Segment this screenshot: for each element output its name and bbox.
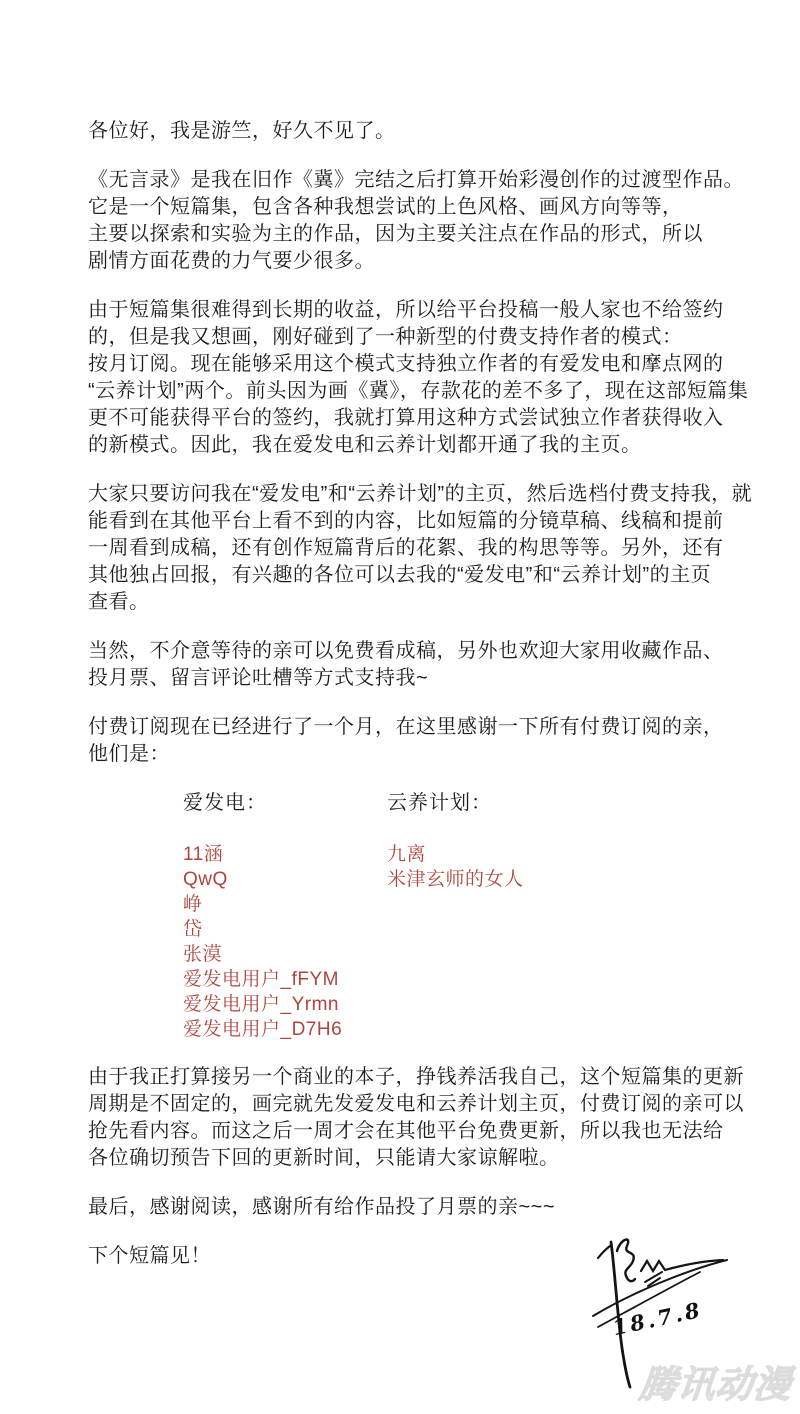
yunyang-column bbox=[387, 790, 764, 1042]
letter-line: 周期是不固定的，画完就先发爱发电和云养计划主页，付费订阅的亲可以 bbox=[88, 1093, 744, 1115]
letter-line: 剧情方面花费的力气要少很多。 bbox=[88, 250, 375, 272]
letter-line: 各位好，我是游竺，好久不见了。 bbox=[88, 120, 396, 142]
letter-line: 的新模式。因此，我在爱发电和云养计划都开通了我的主页。 bbox=[88, 434, 642, 456]
letter-line: 其他独占回报，有兴趣的各位可以去我的“爱发电”和“云养计划”的主页 bbox=[88, 564, 712, 586]
supporter-name: 九离 bbox=[387, 844, 427, 865]
supporter-name: 11涵 bbox=[183, 844, 224, 865]
letter-line: “云养计划”两个。前头因为画《冀》，存款花的差不多了，现在这部短篇集 bbox=[88, 380, 749, 402]
supporter-name: 爱发电用户_fFYM bbox=[183, 969, 339, 990]
letter-line: 由于短篇集很难得到长期的收益，所以给平台投稿一般人家也不给签约 bbox=[88, 299, 724, 321]
paragraph-update-schedule bbox=[88, 1064, 764, 1172]
supporter-name: QwQ bbox=[183, 869, 228, 890]
supporter-name: 张漠 bbox=[183, 944, 223, 965]
afdian-name-list bbox=[183, 842, 387, 1042]
supporter-name: 峥 bbox=[183, 894, 203, 915]
letter-line: 投月票、留言评论吐槽等方式支持我~ bbox=[88, 667, 429, 689]
letter-line: 各位确切预告下回的更新时间，只能请大家谅解啦。 bbox=[88, 1147, 560, 1169]
letter-line: 大家只要访问我在“爱发电”和“云养计划”的主页，然后选档付费支持我，就 bbox=[88, 483, 753, 505]
signature-date: 18.7.8 bbox=[610, 1296, 705, 1341]
letter-line: 最后，感谢阅读，感谢所有给作品投了月票的亲~~~ bbox=[88, 1196, 556, 1218]
supporter-name: 爱发电用户_Yrmn bbox=[183, 994, 339, 1015]
letter-line: 当然，不介意等待的亲可以免费看成稿，另外也欢迎大家用收藏作品、 bbox=[88, 640, 724, 662]
letter-line: 按月订阅。现在能够采用这个模式支持独立作者的有爱发电和摩点网的 bbox=[88, 353, 724, 375]
yunyang-header: 云养计划： bbox=[387, 792, 492, 814]
supporters-section bbox=[183, 790, 764, 1042]
greeting-line bbox=[88, 118, 764, 145]
supporter-name: 米津玄师的女人 bbox=[387, 869, 524, 890]
afdian-column bbox=[183, 790, 387, 1042]
paragraph-subscription-model bbox=[88, 297, 764, 459]
yunyang-name-list bbox=[387, 842, 764, 892]
thanks-line bbox=[88, 1194, 764, 1221]
supporter-name: 爱发电用户_D7H6 bbox=[183, 1019, 343, 1040]
letter-line: 付费订阅现在已经进行了一个月，在这里感谢一下所有付费订阅的亲， bbox=[88, 716, 724, 738]
letter-line: 查看。 bbox=[88, 591, 150, 613]
tencent-comics-watermark: 腾讯动漫 bbox=[637, 1364, 794, 1405]
paragraph-free-support bbox=[88, 638, 764, 692]
letter-line: 能看到在其他平台上看不到的内容，比如短篇的分镜草稿、线稿和提前 bbox=[88, 510, 724, 532]
letter-line: 《无言录》是我在旧作《冀》完结之后打算开始彩漫创作的过渡型作品。 bbox=[88, 169, 744, 191]
letter-line: 一周看到成稿，还有创作短篇背后的花絮、我的构思等等。另外，还有 bbox=[88, 537, 724, 559]
paragraph-benefits bbox=[88, 481, 764, 616]
paragraph-thank-subscribers bbox=[88, 714, 764, 768]
letter-line: 下个短篇见！ bbox=[88, 1245, 211, 1267]
paragraph-intro bbox=[88, 167, 764, 275]
letter-line: 它是一个短篇集，包含各种我想尝试的上色风格、画风方向等等， bbox=[88, 196, 683, 218]
afdian-header: 爱发电： bbox=[183, 792, 267, 814]
letter-line: 的，但是我又想画，刚好碰到了一种新型的付费支持作者的模式： bbox=[88, 326, 683, 348]
letter-line: 由于我正打算接另一个商业的本子，挣钱养活我自己，这个短篇集的更新 bbox=[88, 1066, 744, 1088]
letter-line: 抢先看内容。而这之后一周才会在其他平台免费更新，所以我也无法给 bbox=[88, 1120, 724, 1142]
letter-line: 他们是： bbox=[88, 743, 170, 765]
supporter-name: 岱 bbox=[183, 919, 203, 940]
letter-line: 更不可能获得平台的签约，我就打算用这种方式尝试独立作者获得收入 bbox=[88, 407, 724, 429]
letter-line: 主要以探索和实验为主的作品，因为主要关注点在作品的形式，所以 bbox=[88, 223, 703, 245]
